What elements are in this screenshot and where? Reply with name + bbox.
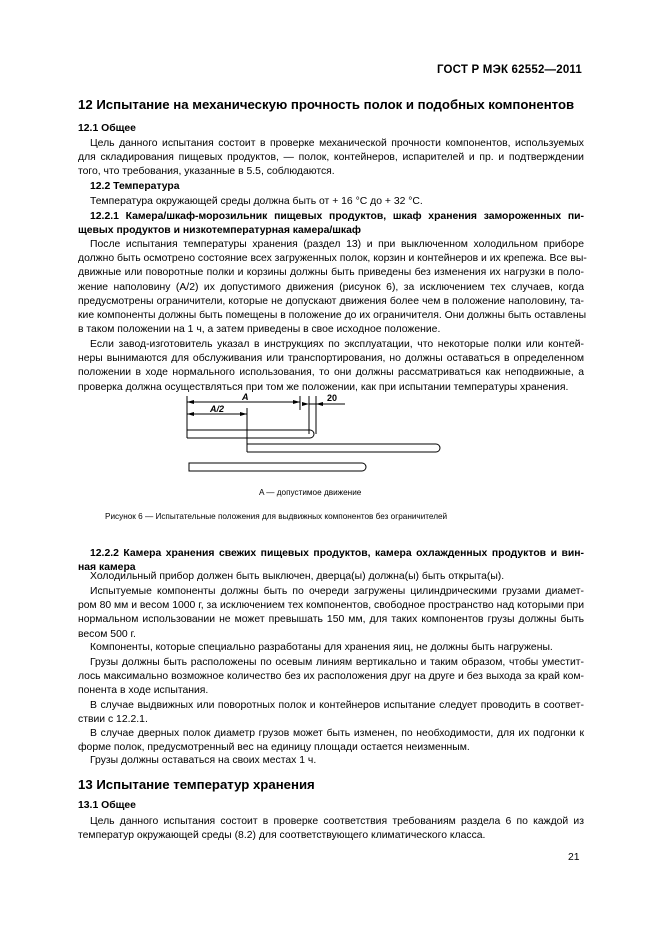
section-12-2-2-p5 [78,699,584,727]
text-line: ствии с 12.2.1. [78,714,148,726]
text-line: Если завод-изготовитель указал в инструкциях по эксплуатации, что некоторые полки или контей- [90,339,584,350]
section-12-1-text [78,137,584,180]
section-12-title: 12 Испытание на механическую прочность полок и подобных компонентов [78,97,575,112]
section-12-2-2-p2 [78,585,584,642]
section-12-2-2-p7: Грузы должны оставаться на своих местах 1 ч. [90,755,317,766]
text-line: После испытания температуры хранения (раздел 13) и при выключенном холодильном приборе [90,239,584,250]
shelf-full-position [189,463,366,471]
section-13-title: 13 Испытание температур хранения [78,777,315,792]
label-20: 20 [327,393,338,403]
figure-6-legend [259,488,361,497]
text-line: проверка должна осуществляться при том же положении, как при испытании температуры хранения. [78,381,569,393]
section-12-2-text: Температура окружающей среды должна быть от + 16 °С до + 32 °С. [90,196,423,207]
text-line: Испытуемые компоненты должны быть по очереди загружены цилиндрическими грузами диамет- [90,586,584,597]
page-header: ГОСТ Р МЭК 62552—2011 [436,64,582,76]
text-line: В случае выдвижных или поворотных полок и контейнеров испытание следует проводить в соответ- [90,700,584,711]
text-line: для складирования пищевых продуктов, — полок, контейнеров, испарителей и пр. и подтверждении [78,152,584,164]
text-line: того, что требования, указанные в 5.5, соблюдаются. [78,166,335,178]
text-line: лось максимально возможное количество без их расположения друг на друге и без выхода за край ком- [78,671,584,683]
arrow-20-right [316,402,323,406]
arrow-a-left [187,400,194,404]
figure-6-caption: Рисунок 6 — Испытательные положения для выдвижных компонентов без ограничителей [105,512,448,521]
text-line: в таком положении на 1 ч, а затем приведены в свое исходное положение. [78,324,441,336]
text-line: неры вынимаются для обслуживания или транспортирования, но должны оставаться в определенном [78,353,584,365]
text-line: температур окружающей среды (8.2) для соответствующего климатического класса. [78,830,486,842]
text-line: нормальном использовании не может превышать 150 мм, для таких компонентов грузы должны быть [78,614,584,626]
text-line: ром 80 мм и весом 1000 г, за исключением тех компонентов, свободное пространство над которыми при [78,600,584,612]
section-12-2-1-paragraph-2 [78,338,584,395]
shelf-original-position [187,430,314,438]
section-12-2-2-p1: Холодильный прибор должен быть выключен, дверца(ы) должна(ы) быть открыта(ы). [90,571,505,582]
figure-6-diagram [170,390,460,480]
label-a2: A/2 [210,404,225,414]
text-line: ная камера [78,562,136,574]
text-line: форме полок, предусмотренный вес на единицу площади остается неизменным. [78,742,470,754]
arrow-20-left [302,402,309,406]
text-line: движные или поворотные полки и корзины должны быть приведены без изменения их нагрузки в поло- [78,267,584,279]
text-line: 12.2.1 Камера/шкаф-морозильник пищевых продуктов, шкаф хранения замороженных пи- [90,211,584,222]
arrow-a2-left [187,412,194,416]
text-line: положении в ходе нормального использования, то они должны рассматриваться как неподвижные, а [78,367,584,379]
text-line: щевых продуктов и низкотемпературная камера/шкаф [78,225,361,237]
text-line: Цель данного испытания состоит в проверке соответствия требованиям раздела 6 по каждой из [90,816,584,827]
section-12-2-2-p6 [78,727,584,755]
figure-6-legend-text: A — допустимое движение [259,488,362,497]
text-line: Цель данного испытания состоит в проверке механической прочности компонентов, используемых [90,138,584,149]
section-12-2-2-p4 [78,656,584,699]
text-line: В случае дверных полок диаметр грузов может быть изменен, по необходимости, для их подгонки к [90,728,584,739]
section-13-1-title: 13.1 Общее [78,800,136,811]
shelf-half-position [247,444,440,452]
section-12-1-title: 12.1 Общее [78,123,136,134]
text-line: кие компоненты должны быть помещены в положение до их ограничителя. Они должны быть оставлены [78,310,587,322]
text-line: 12.2.2 Камера хранения свежих пищевых продуктов, камера охлажденных продуктов и вин- [90,548,584,559]
section-12-2-title: 12.2 Температура [90,181,180,192]
label-a: A [242,392,249,402]
text-line: предусмотрены ограничители, которые не допускают движения более чем в положение наполовину, та- [78,295,584,307]
text-line: понента в ходе испытания. [78,685,209,697]
arrow-a2-right [240,412,247,416]
text-line: весом 500 г. [78,628,136,640]
section-12-2-1-paragraph-1 [78,238,587,337]
text-line: Грузы должны быть расположены по осевым линиям вертикально и таким образом, чтобы уместит- [90,657,584,668]
arrow-a-right [293,400,300,404]
page-number: 21 [568,852,580,863]
section-13-1-text [78,815,584,843]
section-12-2-1-title [78,210,584,238]
text-line: должно быть осмотрено состояние всех загруженных полок, корзин и контейнеров и их крепежа. Все вы- [78,253,587,265]
section-12-2-2-p3: Компоненты, которые специально разработаны для хранения яиц, не должны быть нагружены. [90,642,553,653]
text-line: жение наполовину (A/2) их допустимого движения (рисунок 6), за исключением тех случаев, когда [78,281,584,293]
